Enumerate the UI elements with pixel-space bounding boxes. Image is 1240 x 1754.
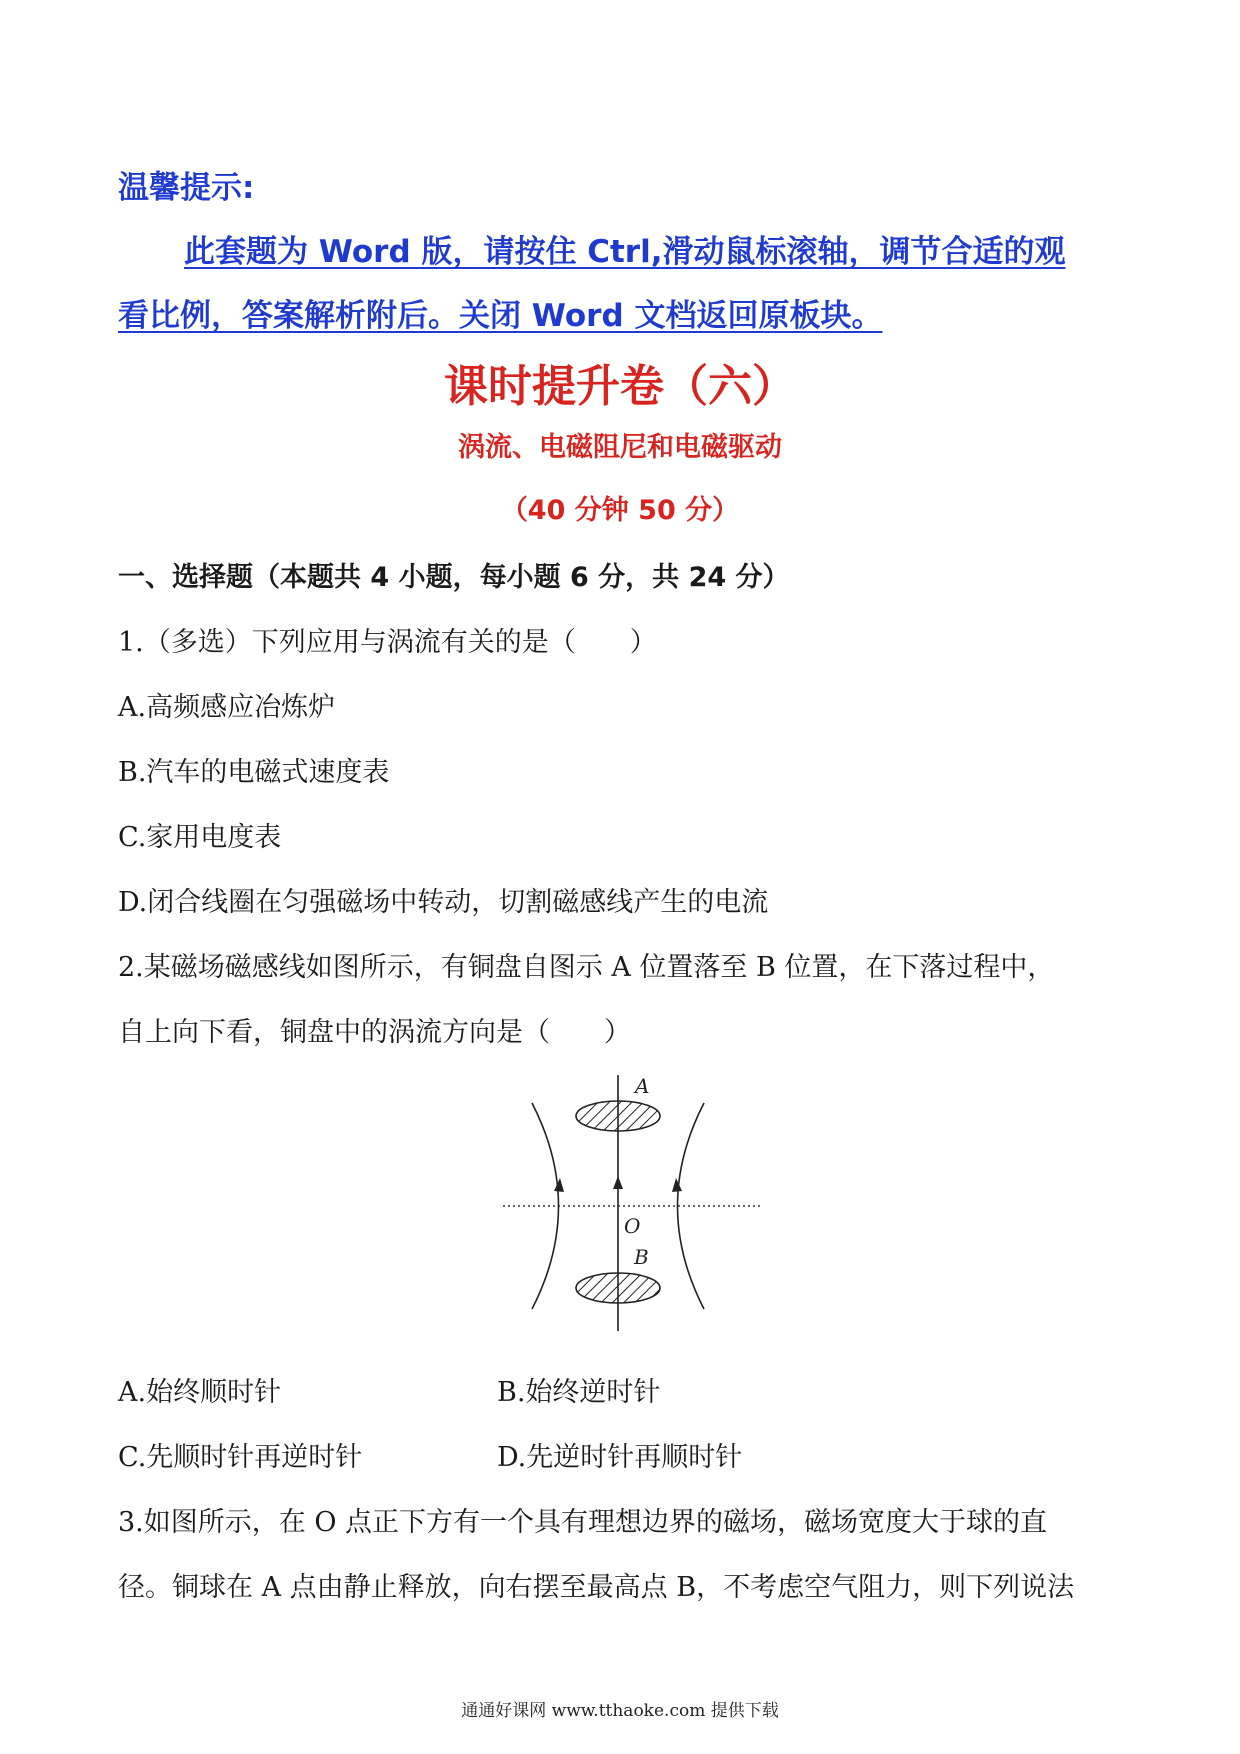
copper-disc-b xyxy=(576,1273,660,1303)
right-arrow-icon xyxy=(672,1178,682,1192)
page-title: 课时提升卷（六） xyxy=(444,361,796,412)
q2-option-b: B.始终逆时针 xyxy=(497,1377,661,1408)
notice-line-1: 此套题为 Word 版，请按住 Ctrl,滑动鼠标滚轴，调节合适的观 xyxy=(184,234,1066,270)
notice-title: 温馨提示: xyxy=(118,170,255,206)
q2-stem-line-2: 自上向下看，铜盘中的涡流方向是（ ） xyxy=(118,1017,631,1048)
q2-option-c: C.先顺时针再逆时针 xyxy=(118,1442,363,1473)
notice-line-2: 看比例，答案解析附后。关闭 Word 文档返回原板块。 xyxy=(118,298,883,334)
center-arrow-icon xyxy=(613,1176,623,1189)
q1-stem: 1.（多选）下列应用与涡流有关的是（ ） xyxy=(118,627,657,658)
q3-stem-line-2: 径。铜球在 A 点由静止释放，向右摆至最高点 B，不考虑空气阻力，则下列说法 xyxy=(118,1572,1075,1603)
right-field-line xyxy=(678,1103,705,1309)
left-arrow-icon xyxy=(554,1178,564,1192)
footer-text: 通通好课网 www.tthaoke.com 提供下载 xyxy=(461,1701,779,1721)
q3-stem-line-1: 3.如图所示，在 O 点正下方有一个具有理想边界的磁场，磁场宽度大于球的直 xyxy=(118,1507,1048,1538)
q1-option-a: A.高频感应冶炼炉 xyxy=(118,692,336,723)
section-heading: 一、选择题（本题共 4 小题，每小题 6 分，共 24 分） xyxy=(118,562,790,593)
q2-stem-line-1: 2.某磁场磁感线如图所示，有铜盘自图示 A 位置落至 B 位置，在下落过程中， xyxy=(118,952,1055,983)
label-b: B xyxy=(634,1245,649,1269)
q1-option-c: C.家用电度表 xyxy=(118,822,282,853)
copper-disc-a xyxy=(576,1101,660,1131)
exam-timing: （40 分钟 50 分） xyxy=(500,495,740,526)
q1-option-d: D.闭合线圈在匀强磁场中转动，切割磁感线产生的电流 xyxy=(118,887,769,918)
label-a: A xyxy=(635,1075,650,1098)
q2-figure xyxy=(500,1075,770,1340)
page-subtitle: 涡流、电磁阻尼和电磁驱动 xyxy=(458,432,782,463)
q2-option-a: A.始终顺时针 xyxy=(118,1377,282,1408)
q2-option-d: D.先逆时针再顺时针 xyxy=(497,1442,743,1473)
label-o: O xyxy=(624,1214,641,1238)
q1-option-b: B.汽车的电磁式速度表 xyxy=(118,757,390,788)
